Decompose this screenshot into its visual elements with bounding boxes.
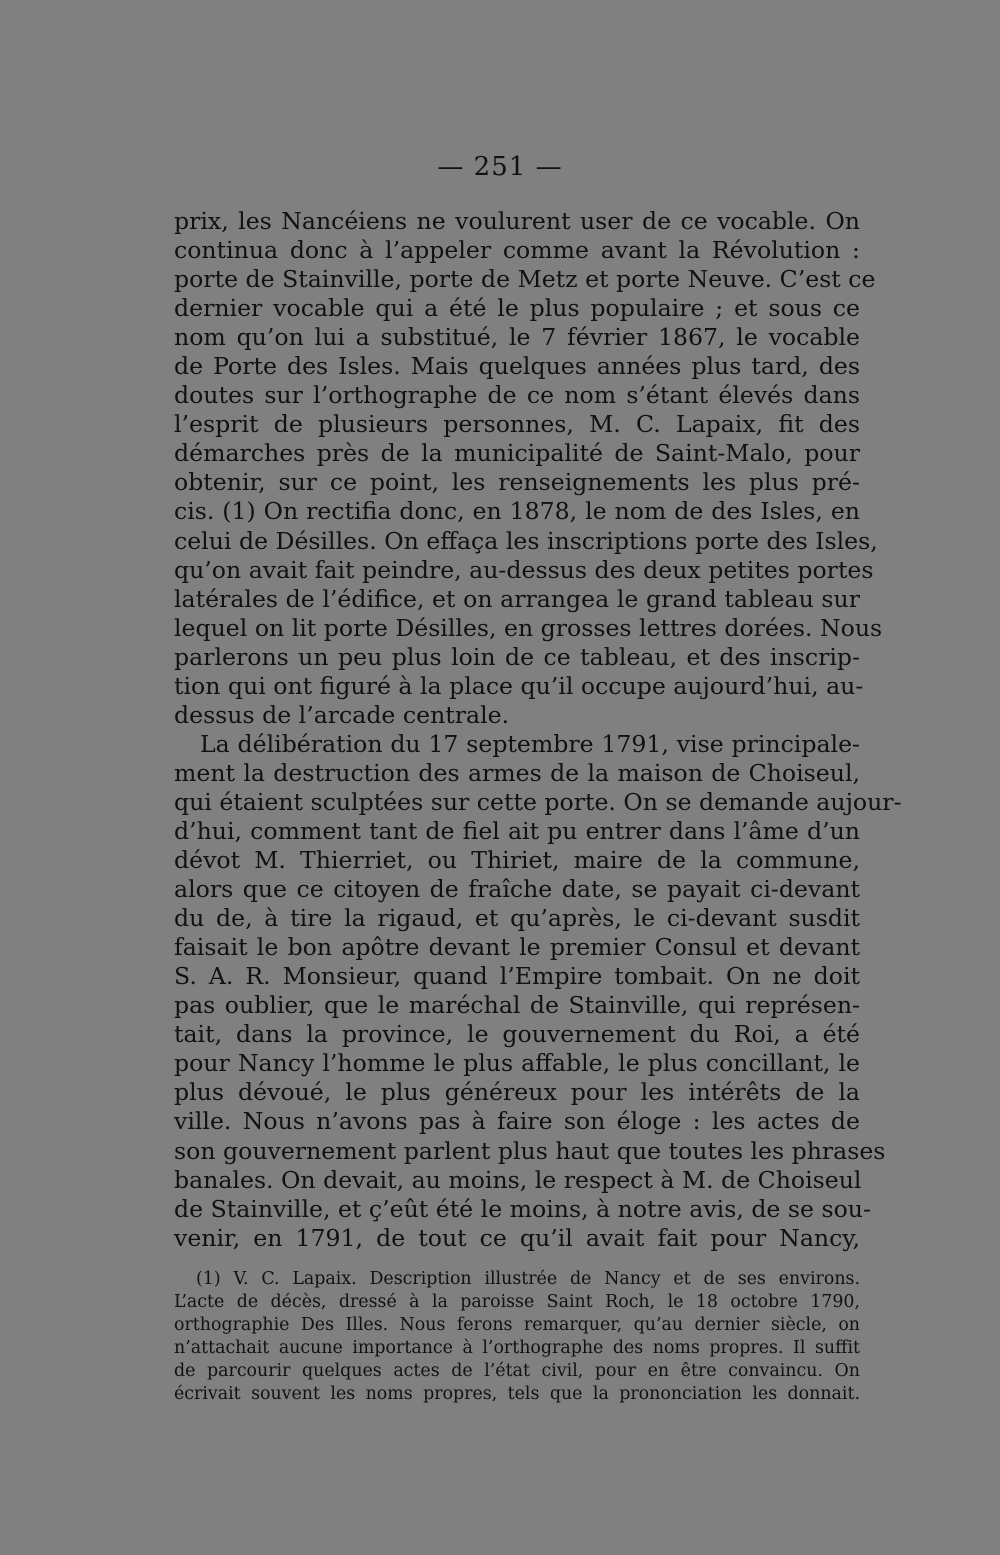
- text-line: pour Nancy l’homme le plus affable, le plus concillant, le: [174, 1049, 860, 1078]
- text-line: dessus de l’arcade centrale.: [174, 700, 510, 729]
- footnote-line: (1) V. C. Lapaix. Description illustrée de Nancy et de ses environs.: [196, 1269, 860, 1289]
- text-line: tion qui ont figuré à la place qu’il occupe aujourd’hui, au-: [174, 671, 864, 700]
- text-line: prix, les Nancéiens ne voulurent user de ce vocable. On: [174, 207, 860, 235]
- text-line: continua donc à l’appeler comme avant la Révolution :: [174, 236, 860, 265]
- text-line: ville. Nous n’avons pas à faire son éloge : les actes de: [174, 1107, 860, 1136]
- footnote-line: de parcourir quelques actes de l’état civil, pour en être convaincu. On: [174, 1361, 860, 1381]
- text-line: d’hui, comment tant de fiel ait pu entrer dans l’âme d’un: [174, 816, 860, 845]
- footnotes: [174, 1268, 860, 1406]
- text-line: obtenir, sur ce point, les renseignements les plus pré-: [174, 468, 860, 497]
- text-line: alors que ce citoyen de fraîche date, se payait ci-devant: [174, 875, 860, 904]
- text-line: celui de Désilles. On effaça les inscriptions porte des Isles,: [174, 526, 878, 555]
- text-line: son gouvernement parlent plus haut que toutes les phrases: [174, 1136, 886, 1165]
- text-line: du de, à tire la rigaud, et qu’après, le ci-devant susdit: [174, 904, 860, 933]
- text-line: de Stainville, et ç’eût été le moins, à notre avis, de se sou-: [174, 1194, 871, 1223]
- footnote-line: n’attachait aucune importance à l’orthographe des noms propres. Il suffit: [174, 1338, 860, 1358]
- text-line: plus dévoué, le plus généreux pour les intérêts de la: [174, 1078, 860, 1107]
- text-line: venir, en 1791, de tout ce qu’il avait fait pour Nancy,: [174, 1223, 860, 1252]
- text-line: S. A. R. Monsieur, quand l’Empire tombait. On ne doit: [174, 962, 860, 991]
- text-line: cis. (1) On rectifia donc, en 1878, le nom de des Isles, en: [174, 497, 860, 526]
- text-line: pas oublier, que le maréchal de Stainville, qui représen-: [174, 991, 860, 1020]
- text-line: ment la destruction des armes de la maison de Choiseul,: [174, 758, 860, 787]
- text-line: dernier vocable qui a été le plus populaire ; et sous ce: [174, 294, 860, 323]
- footnote-line: orthographie Des Illes. Nous ferons remarquer, qu’au dernier siècle, on: [174, 1315, 860, 1335]
- page-number: — 251 —: [437, 152, 563, 182]
- text-line: nom qu’on lui a substitué, le 7 février 1867, le vocable: [174, 323, 860, 352]
- text-line: latérales de l’édifice, et on arrangea le grand tableau sur: [174, 584, 860, 613]
- text-line: parlerons un peu plus loin de ce tableau, et des inscrip-: [174, 642, 860, 671]
- text-line: de Porte des Isles. Mais quelques années plus tard, des: [174, 352, 860, 381]
- text-line: faisait le bon apôtre devant le premier Consul et devant: [174, 933, 860, 962]
- text-line: dévot M. Thierriet, ou Thiriet, maire de la commune,: [174, 846, 860, 875]
- footnote-line: L’acte de décès, dressé à la paroisse Saint Roch, le 18 octobre 1790,: [174, 1292, 860, 1312]
- text-line: l’esprit de plusieurs personnes, M. C. Lapaix, fit des: [174, 410, 860, 439]
- text-line: porte de Stainville, porte de Metz et porte Neuve. C’est ce: [174, 265, 876, 294]
- body-text: [174, 207, 902, 1253]
- text-line: La délibération du 17 septembre 1791, vise principale-: [200, 729, 860, 758]
- text-line: banales. On devait, au moins, le respect à M. de Choiseul: [174, 1165, 862, 1194]
- text-line: qu’on avait fait peindre, au-dessus des deux petites portes: [174, 555, 874, 584]
- text-line: doutes sur l’orthographe de ce nom s’étant élevés dans: [174, 381, 860, 410]
- text-line: qui étaient sculptées sur cette porte. On se demande aujour-: [174, 787, 902, 816]
- text-line: démarches près de la municipalité de Saint-Malo, pour: [174, 439, 860, 468]
- text-line: lequel on lit porte Désilles, en grosses lettres dorées. Nous: [174, 613, 883, 642]
- footnote-line: écrivait souvent les noms propres, tels que la prononciation les donnait.: [174, 1384, 860, 1404]
- text-line: tait, dans la province, le gouvernement du Roi, a été: [174, 1020, 860, 1049]
